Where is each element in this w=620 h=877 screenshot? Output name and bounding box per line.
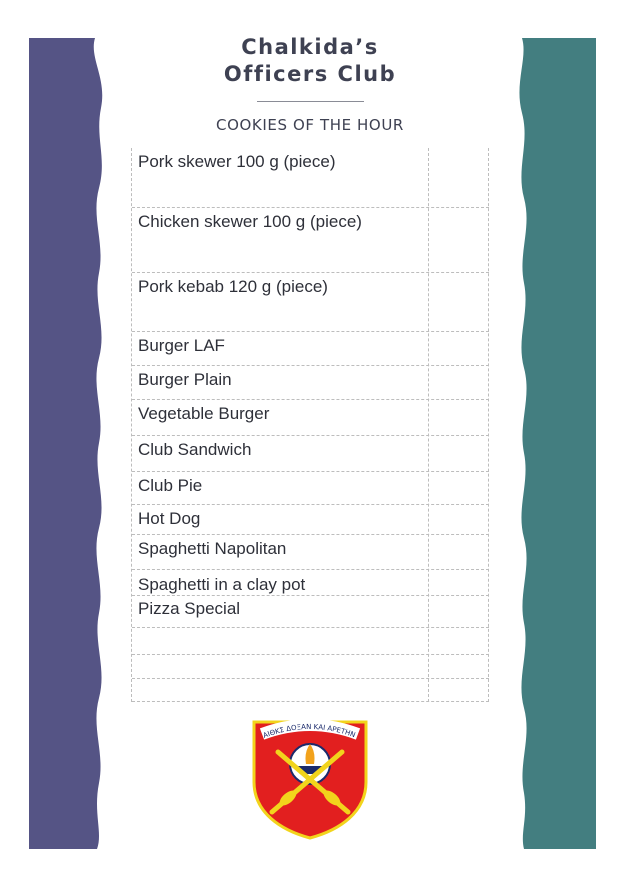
menu-subtitle: COOKIES OF THE HOUR bbox=[216, 116, 404, 134]
menu-item-name: Pork kebab 120 g (piece) bbox=[138, 277, 328, 296]
left-decorative-band bbox=[29, 38, 109, 849]
menu-row bbox=[132, 570, 489, 596]
title-line-1: Chalkida’s bbox=[241, 35, 379, 59]
menu-item-name: Vegetable Burger bbox=[138, 404, 270, 423]
menu-item-name: Club Sandwich bbox=[138, 440, 252, 459]
menu-row bbox=[132, 208, 489, 273]
price-column-divider bbox=[428, 148, 429, 702]
menu-row bbox=[132, 596, 489, 628]
menu-item-name: Chicken skewer 100 g (piece) bbox=[138, 212, 362, 231]
menu-row bbox=[132, 436, 489, 472]
menu-row bbox=[132, 148, 489, 208]
menu-table bbox=[131, 148, 489, 702]
menu-item-name: Spaghetti in a clay pot bbox=[138, 575, 306, 594]
menu-row bbox=[132, 628, 489, 655]
menu-row bbox=[132, 679, 489, 702]
table-right-border bbox=[488, 148, 489, 702]
menu-item-name: Hot Dog bbox=[138, 509, 201, 528]
menu-row bbox=[132, 400, 489, 436]
menu-row bbox=[132, 535, 489, 570]
menu-item-name: Pork skewer 100 g (piece) bbox=[138, 152, 336, 171]
menu-row bbox=[132, 505, 489, 535]
right-decorative-band bbox=[516, 38, 596, 849]
club-emblem bbox=[250, 712, 370, 840]
menu-row bbox=[132, 655, 489, 679]
emblem-motto: ΑΙΘΚΣ ΔΟΞΑΝ ΚΑΙ ΑΡΕΤΗΝ bbox=[261, 722, 357, 740]
title-line-2: Officers Club bbox=[223, 62, 397, 86]
menu-item-name: Burger LAF bbox=[138, 336, 225, 355]
menu-row bbox=[132, 366, 489, 400]
menu-item-name: Burger Plain bbox=[138, 370, 232, 389]
title-divider bbox=[257, 101, 364, 102]
menu-item-name: Pizza Special bbox=[138, 599, 241, 618]
page-title bbox=[160, 34, 460, 88]
menu-item-name: Club Pie bbox=[138, 476, 203, 495]
menu-row bbox=[132, 472, 489, 505]
menu-row bbox=[132, 273, 489, 332]
menu-item-name: Spaghetti Napolitan bbox=[138, 539, 287, 558]
menu-row bbox=[132, 332, 489, 366]
